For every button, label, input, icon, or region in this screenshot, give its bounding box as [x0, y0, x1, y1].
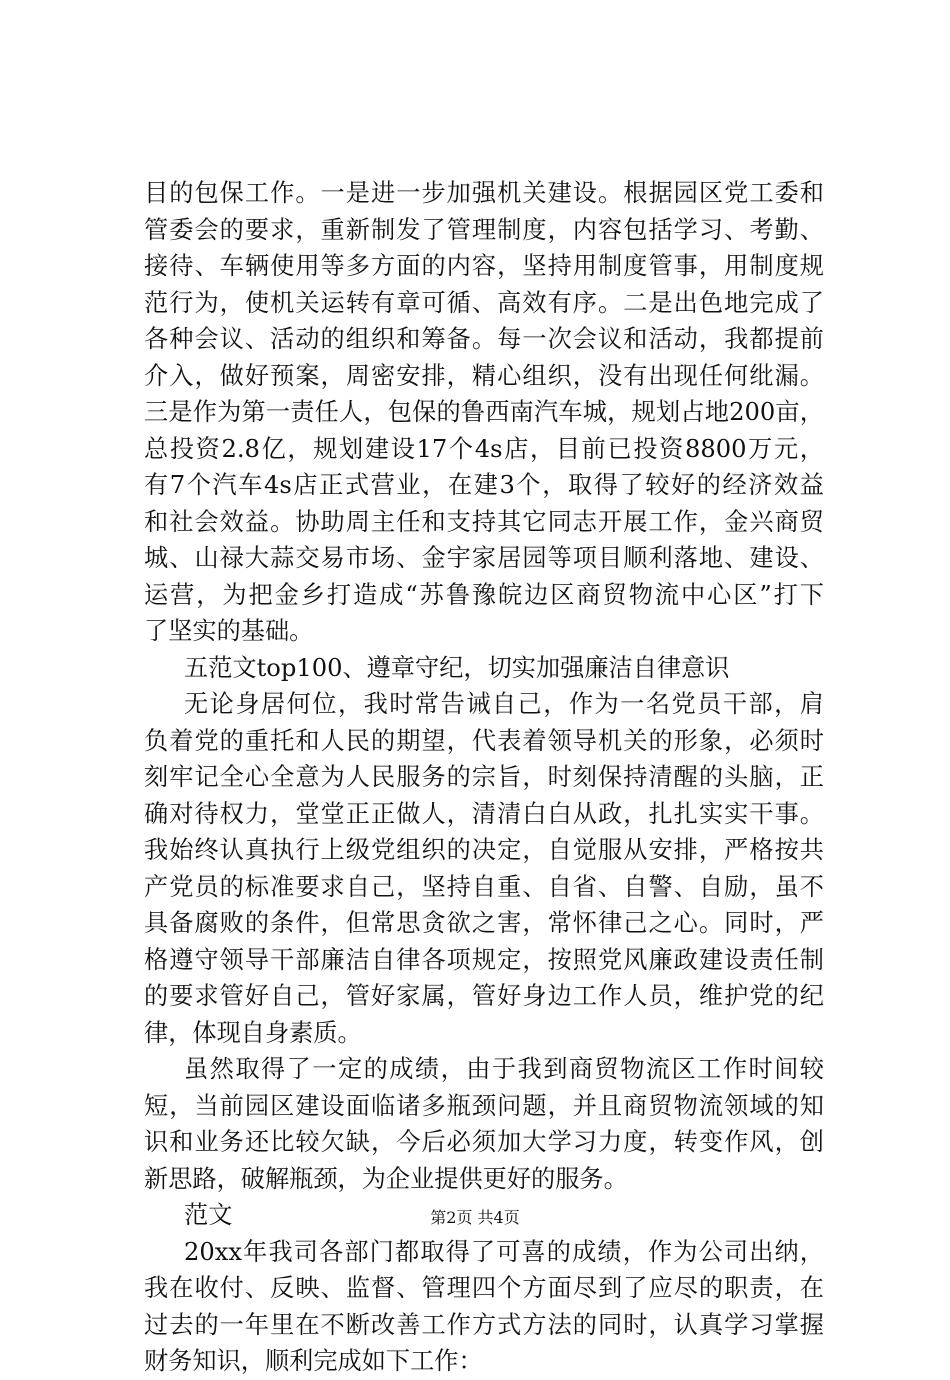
text-line: 介入，做好预案，周密安排，精心组织，没有出现任何纰漏。 [144, 361, 824, 390]
text-line: 接待、车辆使用等多方面的内容，坚持用制度管事，用制度规 [144, 252, 824, 280]
text-line: 格遵守领导干部廉洁自律各项规定，按照党风廉政建设责任制 [144, 945, 824, 974]
text-line: 了坚实的基础。 [144, 617, 314, 645]
text-line: 过去的一年里在不断改善工作方式方法的同时，认真学习掌握 [144, 1310, 824, 1339]
document-body [144, 175, 824, 1380]
text-line: 我在收付、反映、监督、管理四个方面尽到了应尽的职责，在 [144, 1274, 824, 1302]
text-line: 虽然取得了一定的成绩，由于我到商贸物流区工作时间较 [184, 1055, 824, 1083]
text-line: 确对待权力，堂堂正正做人，清清白白从政，扎扎实实干事。 [144, 799, 824, 828]
text-line: 负着党的重托和人民的期望，代表着领导机关的形象，必须时 [144, 726, 824, 755]
text-line: 三是作为第一责任人，包保的鲁西南汽车城，规划占地200亩， [144, 398, 824, 426]
text-line: 20xx年我司各部门都取得了可喜的成绩，作为公司出纳， [184, 1237, 824, 1266]
text-line: 的要求管好自己，管好家属，管好身边工作人员，维护党的纪 [144, 982, 824, 1010]
text-line: 目的包保工作。一是进一步加强机关建设。根据园区党工委和 [144, 179, 824, 207]
text-line: 短，当前园区建设面临诸多瓶颈问题，并且商贸物流领域的知 [144, 1091, 824, 1120]
section-heading: 范文 [184, 1201, 233, 1229]
text-line: 具备腐败的条件，但常思贪欲之害，常怀律己之心。同时，严 [144, 909, 824, 937]
text-line: 范行为，使机关运转有章可循、高效有序。二是出色地完成了 [144, 288, 824, 317]
text-line: 和社会效益。协助周主任和支持其它同志开展工作，金兴商贸 [144, 507, 824, 536]
text-line: 无论身居何位，我时常告诫自己，作为一名党员干部，肩 [184, 690, 824, 718]
text-line: 财务知识，顺利完成如下工作： [144, 1347, 483, 1375]
page-number-footer: 第2页 共4页 [430, 1208, 520, 1227]
text-line: 刻牢记全心全意为人民服务的宗旨，时刻保持清醒的头脑，正 [144, 763, 824, 791]
text-line: 有7个汽车4s店正式营业，在建3个，取得了较好的经济效益 [144, 471, 824, 499]
text-line: 管委会的要求，重新制发了管理制度，内容包括学习、考勤、 [144, 215, 824, 244]
text-line: 我始终认真执行上级党组织的决定，自觉服从安排，严格按共 [144, 836, 824, 864]
text-line: 识和业务还比较欠缺，今后必须加大学习力度，转变作风，创 [144, 1128, 824, 1156]
text-line: 总投资2.8亿，规划建设17个4s店，目前已投资8800万元， [144, 434, 824, 463]
text-line: 律，体现自身素质。 [144, 1018, 362, 1047]
section-heading: 五范文top100、遵章守纪，切实加强廉洁自律意识 [184, 653, 730, 682]
text-line: 产党员的标准要求自己，坚持自重、自省、自警、自励，虽不 [144, 872, 824, 901]
text-line: 运营，为把金乡打造成“苏鲁豫皖边区商贸物流中心区”打下 [144, 580, 824, 609]
text-line: 各种会议、活动的组织和筹备。每一次会议和活动，我都提前 [144, 325, 824, 353]
text-line: 城、山禄大蒜交易市场、金宇家居园等项目顺利落地、建设、 [144, 544, 824, 572]
text-line: 新思路，破解瓶颈，为企业提供更好的服务。 [144, 1164, 628, 1193]
